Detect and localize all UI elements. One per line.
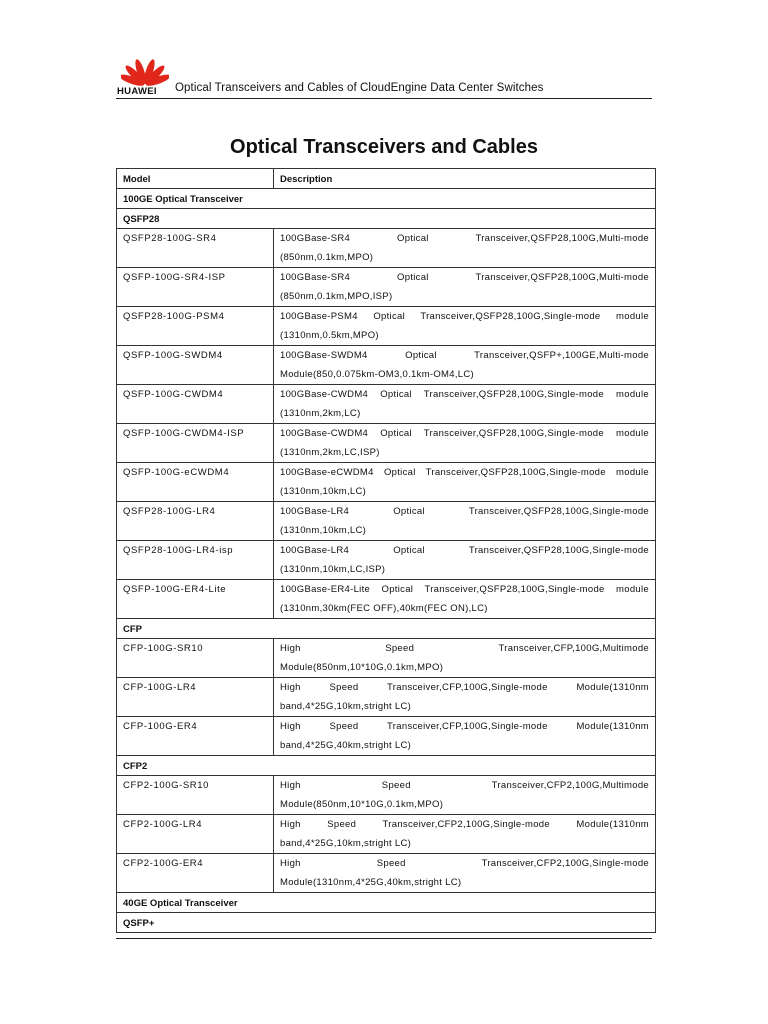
description-text: 100GBase-SR4 Optical Transceiver,QSFP28,100G,Multi-mode (850nm,0.1km,MPO) — [280, 233, 649, 263]
description-cell — [274, 541, 656, 580]
model-cell: CFP2-100G-ER4 — [117, 854, 274, 893]
column-header-description: Description — [274, 169, 656, 189]
description-text: 100GBase-SR4 Optical Transceiver,QSFP28,100G,Multi-mode (850nm,0.1km,MPO,ISP) — [280, 272, 649, 302]
description-cell — [274, 385, 656, 424]
section-label: QSFP28 — [117, 209, 656, 229]
description-text: High Speed Transceiver,CFP,100G,Single-mode Module(1310nm band,4*25G,40km,stright LC) — [280, 721, 649, 751]
table-row — [117, 229, 656, 268]
huawei-flower-icon — [121, 54, 169, 88]
huawei-logo — [117, 52, 173, 98]
description-cell — [274, 307, 656, 346]
page-header — [116, 52, 652, 99]
model-cell: CFP-100G-ER4 — [117, 717, 274, 756]
description-text: High Speed Transceiver,CFP,100G,Single-mode Module(1310nm band,4*25G,10km,stright LC) — [280, 682, 649, 712]
table-row — [117, 854, 656, 893]
description-text: 100GBase-PSM4 Optical Transceiver,QSFP28,100G,Single-mode module (1310nm,0.5km,MPO) — [280, 311, 649, 341]
model-cell: QSFP-100G-CWDM4 — [117, 385, 274, 424]
table-row — [117, 541, 656, 580]
table-row — [117, 678, 656, 717]
section-label: QSFP+ — [117, 913, 656, 933]
description-cell — [274, 678, 656, 717]
description-text: 100GBase-LR4 Optical Transceiver,QSFP28,100G,Single-mode (1310nm,10km,LC,ISP) — [280, 545, 649, 575]
footer-rule — [116, 938, 652, 939]
section-row — [117, 913, 656, 933]
table-row — [117, 776, 656, 815]
page-title: Optical Transceivers and Cables — [230, 136, 538, 158]
model-cell: QSFP-100G-eCWDM4 — [117, 463, 274, 502]
model-cell: QSFP28-100G-LR4 — [117, 502, 274, 541]
table-row — [117, 815, 656, 854]
description-cell — [274, 717, 656, 756]
model-cell: CFP-100G-LR4 — [117, 678, 274, 717]
section-row — [117, 756, 656, 776]
section-row — [117, 189, 656, 209]
description-cell — [274, 346, 656, 385]
table-row — [117, 717, 656, 756]
model-cell: QSFP28-100G-SR4 — [117, 229, 274, 268]
section-row — [117, 209, 656, 229]
description-text: 100GBase-eCWDM4 Optical Transceiver,QSFP28,100G,Single-mode module (1310nm,10km,LC) — [280, 467, 649, 497]
description-text: 100GBase-CWDM4 Optical Transceiver,QSFP28,100G,Single-mode module (1310nm,2km,LC,ISP) — [280, 428, 649, 458]
table-header-row — [117, 169, 656, 189]
model-cell: QSFP-100G-SR4-ISP — [117, 268, 274, 307]
description-cell — [274, 776, 656, 815]
table-row — [117, 346, 656, 385]
logo-text: HUAWEI — [117, 86, 157, 97]
description-cell — [274, 639, 656, 678]
description-text: High Speed Transceiver,CFP,100G,Multimode Module(850nm,10*10G,0.1km,MPO) — [280, 643, 649, 673]
description-cell — [274, 463, 656, 502]
description-cell — [274, 229, 656, 268]
table-row — [117, 502, 656, 541]
section-label: 40GE Optical Transceiver — [117, 893, 656, 913]
table-row — [117, 385, 656, 424]
table-row — [117, 580, 656, 619]
description-text: High Speed Transceiver,CFP2,100G,Multimode Module(850nm,10*10G,0.1km,MPO) — [280, 780, 649, 810]
description-text: 100GBase-ER4-Lite Optical Transceiver,QSFP28,100G,Single-mode module (1310nm,30km(FEC OFF),40km(FEC ON),LC) — [280, 584, 649, 614]
transceiver-table — [116, 168, 656, 933]
table-row — [117, 639, 656, 678]
model-cell: QSFP-100G-ER4-Lite — [117, 580, 274, 619]
description-cell — [274, 268, 656, 307]
description-text: 100GBase-LR4 Optical Transceiver,QSFP28,100G,Single-mode (1310nm,10km,LC) — [280, 506, 649, 536]
section-label: CFP — [117, 619, 656, 639]
model-cell: CFP2-100G-SR10 — [117, 776, 274, 815]
model-cell: CFP2-100G-LR4 — [117, 815, 274, 854]
table-row — [117, 424, 656, 463]
description-text: 100GBase-SWDM4 Optical Transceiver,QSFP+,100GE,Multi-mode Module(850,0.075km-OM3,0.1km-OM4,LC) — [280, 350, 649, 380]
section-row — [117, 619, 656, 639]
description-cell — [274, 424, 656, 463]
model-cell: QSFP28-100G-LR4-isp — [117, 541, 274, 580]
table-row — [117, 463, 656, 502]
model-cell: QSFP-100G-CWDM4-ISP — [117, 424, 274, 463]
running-header-title: Optical Transceivers and Cables of CloudEngine Data Center Switches — [175, 82, 544, 94]
table-row — [117, 307, 656, 346]
description-cell — [274, 815, 656, 854]
description-text: High Speed Transceiver,CFP2,100G,Single-mode Module(1310nm,4*25G,40km,stright LC) — [280, 858, 649, 888]
model-cell: QSFP-100G-SWDM4 — [117, 346, 274, 385]
section-label: CFP2 — [117, 756, 656, 776]
section-label: 100GE Optical Transceiver — [117, 189, 656, 209]
description-cell — [274, 854, 656, 893]
table-row — [117, 268, 656, 307]
column-header-model: Model — [117, 169, 274, 189]
description-text: High Speed Transceiver,CFP2,100G,Single-mode Module(1310nm band,4*25G,10km,stright LC) — [280, 819, 649, 849]
model-cell: CFP-100G-SR10 — [117, 639, 274, 678]
description-cell — [274, 502, 656, 541]
description-text: 100GBase-CWDM4 Optical Transceiver,QSFP28,100G,Single-mode module (1310nm,2km,LC) — [280, 389, 649, 419]
description-cell — [274, 580, 656, 619]
model-cell: QSFP28-100G-PSM4 — [117, 307, 274, 346]
section-row — [117, 893, 656, 913]
